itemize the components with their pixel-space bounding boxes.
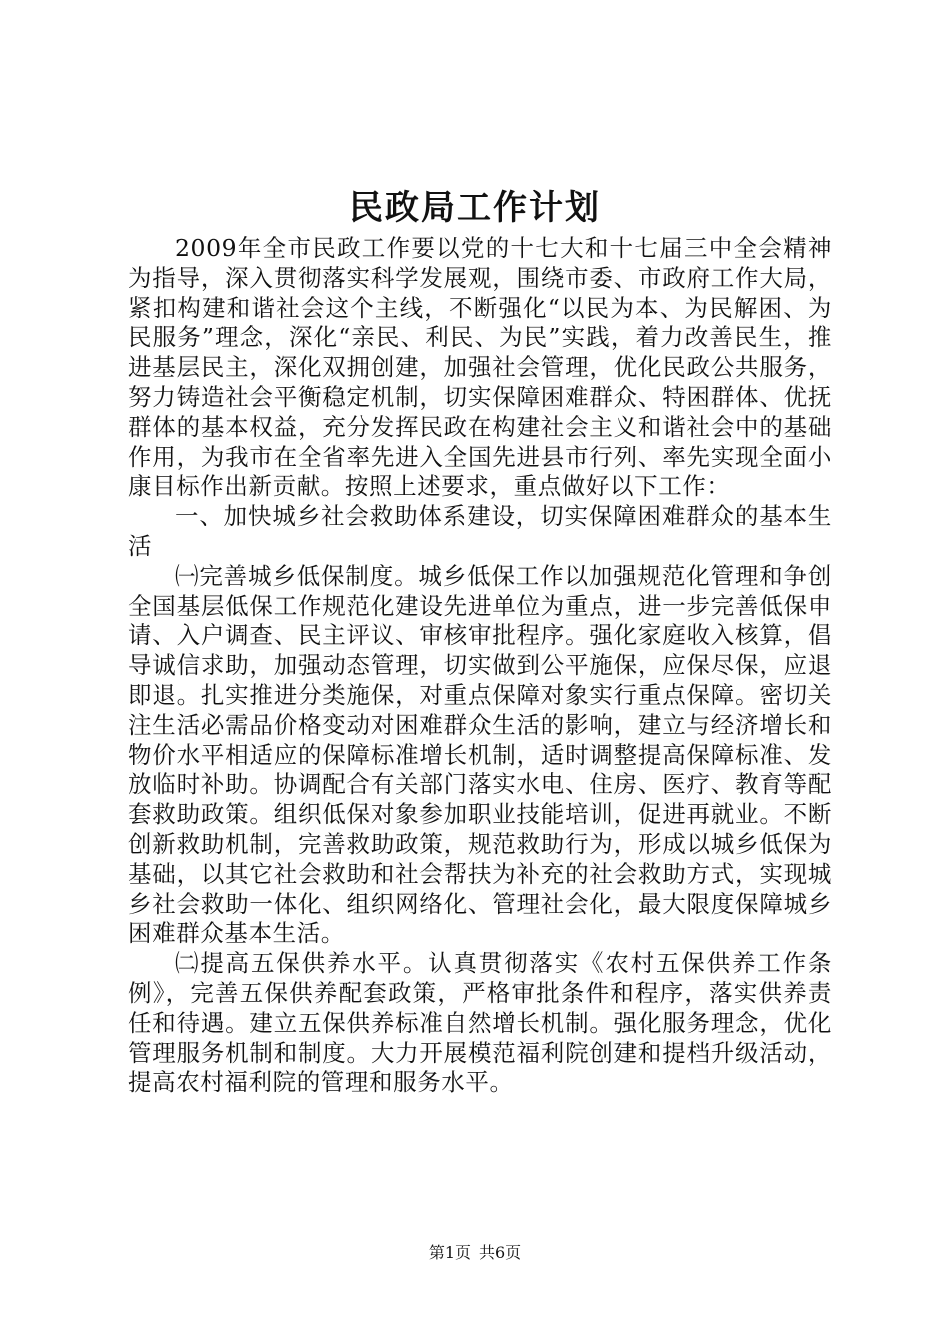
subsection-paragraph-1: ㈠完善城乡低保制度。城乡低保工作以加强规范化管理和争创全国基层低保工作规范化建设先进单位为重点，进一步完善低保申请、入户调查、民主评议、审核审批程序。强化家庭收入核算，倡导诚信求助，加强动态管理，切实做到公平施保，应保尽保，应退即退。扎实推进分类施保，对重点保障对象实行重点保障。密切关注生活必需品价格变动对困难群众生活的影响，建立与经济增长和物价水平相适应的保障标准增长机制，适时调整提高保障标准、发放临时补助。协调配合有关部门落实水电、住房、医疗、教育等配套救助政策。组织低保对象参加职业技能培训，促进再就业。不断创新救助机制，完善救助政策，规范救助行为，形成以城乡低保为基础，以其它社会救助和社会帮扶为补充的社会救助方式，实现城乡社会救助一体化、组织网络化、管理社会化，最大限度保障城乡困难群众基本生活。 <box>128 561 832 948</box>
subsection-paragraph-2: ㈡提高五保供养水平。认真贯彻落实《农村五保供养工作条例》，完善五保供养配套政策，严格审批条件和程序，落实供养责任和待遇。建立五保供养标准自然增长机制。强化服务理念，优化管理服务机制和制度。大力开展模范福利院创建和提档升级活动，提高农村福利院的管理和服务水平。 <box>128 949 832 1097</box>
page-number: 第1页 <box>428 1243 471 1262</box>
page-footer <box>0 1242 950 1264</box>
page-total: 共6页 <box>479 1243 522 1262</box>
document-body <box>128 234 832 1098</box>
document-title: 民政局工作计划 <box>349 188 601 228</box>
section-heading-1: 一、加快城乡社会救助体系建设，切实保障困难群众的基本生活 <box>128 502 832 560</box>
intro-paragraph: 2009年全市民政工作要以党的十七大和十七届三中全会精神为指导，深入贯彻落实科学发展观，围绕市委、市政府工作大局，紧扣构建和谐社会这个主线，不断强化“以民为本、为民解困、为民服务”理念，深化“亲民、利民、为民”实践，着力改善民生，推进基层民主，深化双拥创建，加强社会管理，优化民政公共服务，努力铸造社会平衡稳定机制，切实保障困难群众、特困群体、优抚群体的基本权益，充分发挥民政在构建社会主义和谐社会中的基础作用，为我市在全省率先进入全国先进县市行列、率先实现全面小康目标作出新贡献。按照上述要求，重点做好以下工作： <box>128 234 832 501</box>
